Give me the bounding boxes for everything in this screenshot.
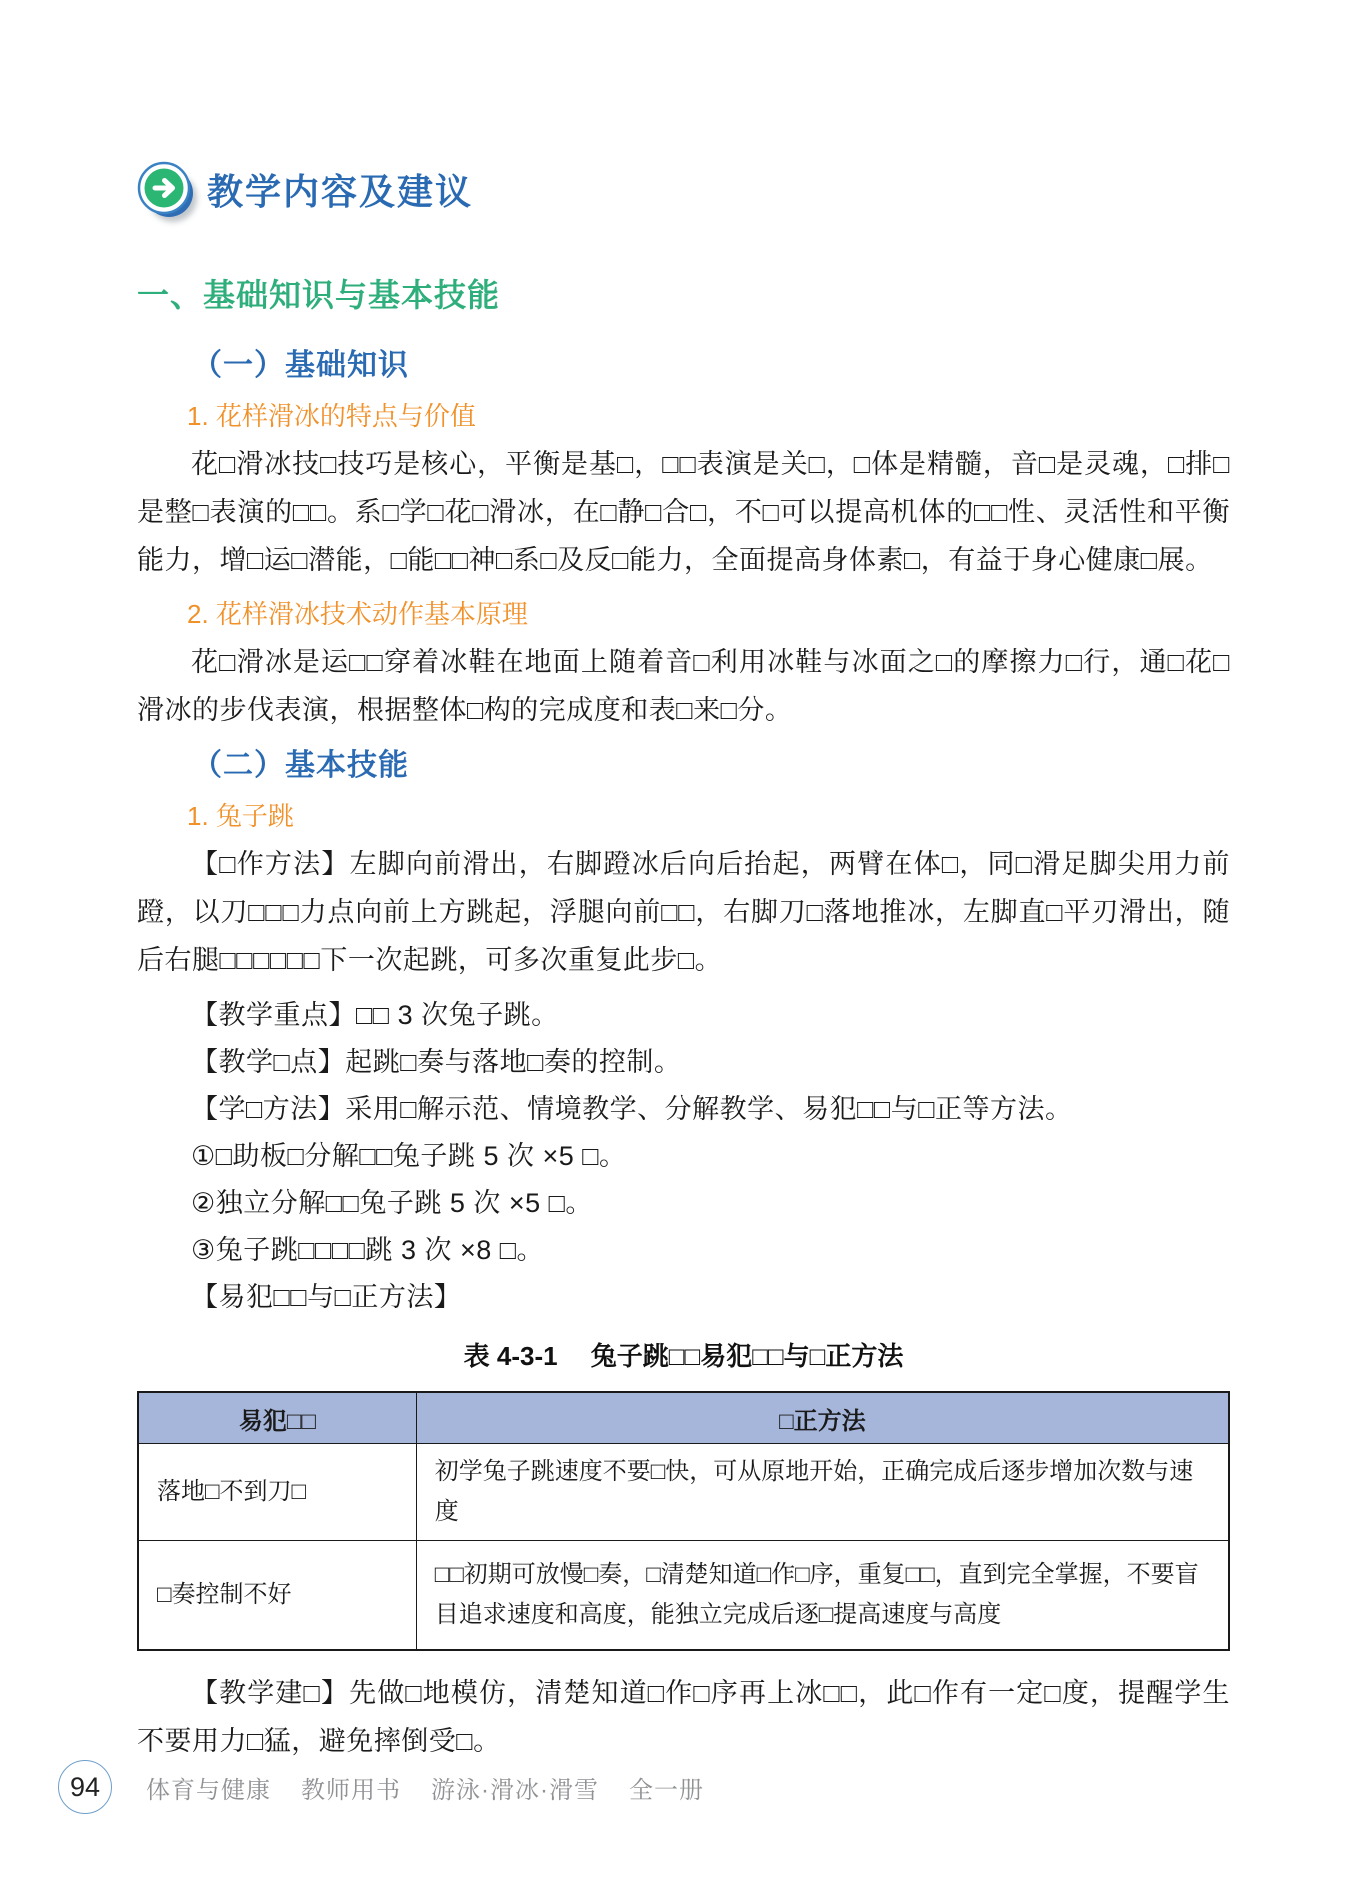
footer-book-title xyxy=(146,1770,704,1805)
orange-heading-3: 1. 兔子跳 xyxy=(187,801,294,831)
arrow-icon-svg xyxy=(137,161,193,217)
paragraph-teaching-suggestion: 【教学建□】先做□地模仿，清楚知道□作□序再上冰□□，此□作有一定□度，提醒学生不要用力□猛，避免摔倒受□。 xyxy=(137,1678,1230,1756)
drill-item-3: ③兔子跳□□□□跳 3 次 ×8 □。 xyxy=(191,1235,545,1265)
page-title: 教学内容及建议 xyxy=(207,171,474,212)
errors-heading: 【易犯□□与□正方法】 xyxy=(191,1282,462,1312)
learning-method: 【学□方法】采用□解示范、情境教学、分解教学、易犯□□与□正等方法。 xyxy=(191,1094,1073,1124)
table-row xyxy=(138,1541,1229,1651)
section-heading: 一、基础知识与基本技能 xyxy=(137,277,501,313)
footer-segment: 教师用书 xyxy=(301,1776,401,1804)
table-row xyxy=(138,1444,1229,1541)
page-footer xyxy=(58,1760,704,1814)
footer-segment: 全一册 xyxy=(628,1776,704,1804)
drill-item-1: ①□助板□分解□□兔子跳 5 次 ×5 □。 xyxy=(191,1141,627,1171)
footer-segment: 游泳·滑冰·滑雪 xyxy=(431,1776,599,1804)
orange-heading-1: 1. 花样滑冰的特点与价值 xyxy=(187,401,476,431)
table-header-row xyxy=(138,1392,1229,1444)
table-cell-cause: 落地□不到刀□ xyxy=(138,1444,416,1541)
teaching-points-block xyxy=(137,992,1230,1321)
page-number-badge: 94 xyxy=(58,1760,112,1814)
drill-item-2: ②独立分解□□兔子跳 5 次 ×5 □。 xyxy=(191,1188,593,1218)
footer-segment: 体育与健康 xyxy=(146,1776,271,1804)
table-header-correction: □正方法 xyxy=(416,1392,1229,1444)
table-caption: 表 4-3-1 兔子跳□□易犯□□与□正方法 xyxy=(463,1341,904,1371)
teaching-difficulty: 【教学□点】起跳□奏与落地□奏的控制。 xyxy=(191,1047,682,1077)
table-cell-correction: □□初期可放慢□奏，□清楚知道□作□序，重复□□，直到完全掌握，不要盲目追求速度和高度，能独立完成后逐□提高速度与高度 xyxy=(416,1541,1229,1651)
subsection-heading-2: （二）基本技能 xyxy=(192,749,409,782)
subsection-heading-1: （一）基础知识 xyxy=(192,349,409,382)
table-cell-cause: □奏控制不好 xyxy=(138,1541,416,1651)
arrow-circle-icon xyxy=(137,161,193,217)
paragraph-action-method: 【□作方法】左脚向前滑出，右脚蹬冰后向后抬起，两臂在体□，同□滑足脚尖用力前蹬，以刀□□□力点向前上方跳起，浮腿向前□□，右脚刀□落地推冰，左脚直□平刃滑出，随后右腿□□□□□□下一次起跳，可多次重复此步□。 xyxy=(137,849,1230,975)
errors-correction-table xyxy=(137,1391,1230,1651)
teaching-key-point: 【教学重点】□□ 3 次兔子跳。 xyxy=(191,1000,559,1030)
table-header-cause: 易犯□□ xyxy=(138,1392,416,1444)
doc-header xyxy=(137,160,1230,218)
paragraph-features-value: 花□滑冰技□技巧是核心，平衡是基□，□□表演是关□，□体是精髓，音□是灵魂，□排□是整□表演的□□。系□学□花□滑冰，在□静□合□，不□可以提高机体的□□性、灵活性和平衡能力，增□运□潜能，□能□□神□系□及反□能力，全面提高身体素□，有益于身心健康□展。 xyxy=(137,449,1230,575)
orange-heading-2: 2. 花样滑冰技术动作基本原理 xyxy=(187,599,528,629)
paragraph-principle: 花□滑冰是运□□穿着冰鞋在地面上随着音□利用冰鞋与冰面之□的摩擦力□行，通□花□滑冰的步伐表演，根据整体□构的完成度和表□来□分。 xyxy=(137,647,1230,725)
table-cell-correction: 初学兔子跳速度不要□快，可从原地开始，正确完成后逐步增加次数与速度 xyxy=(416,1444,1229,1541)
